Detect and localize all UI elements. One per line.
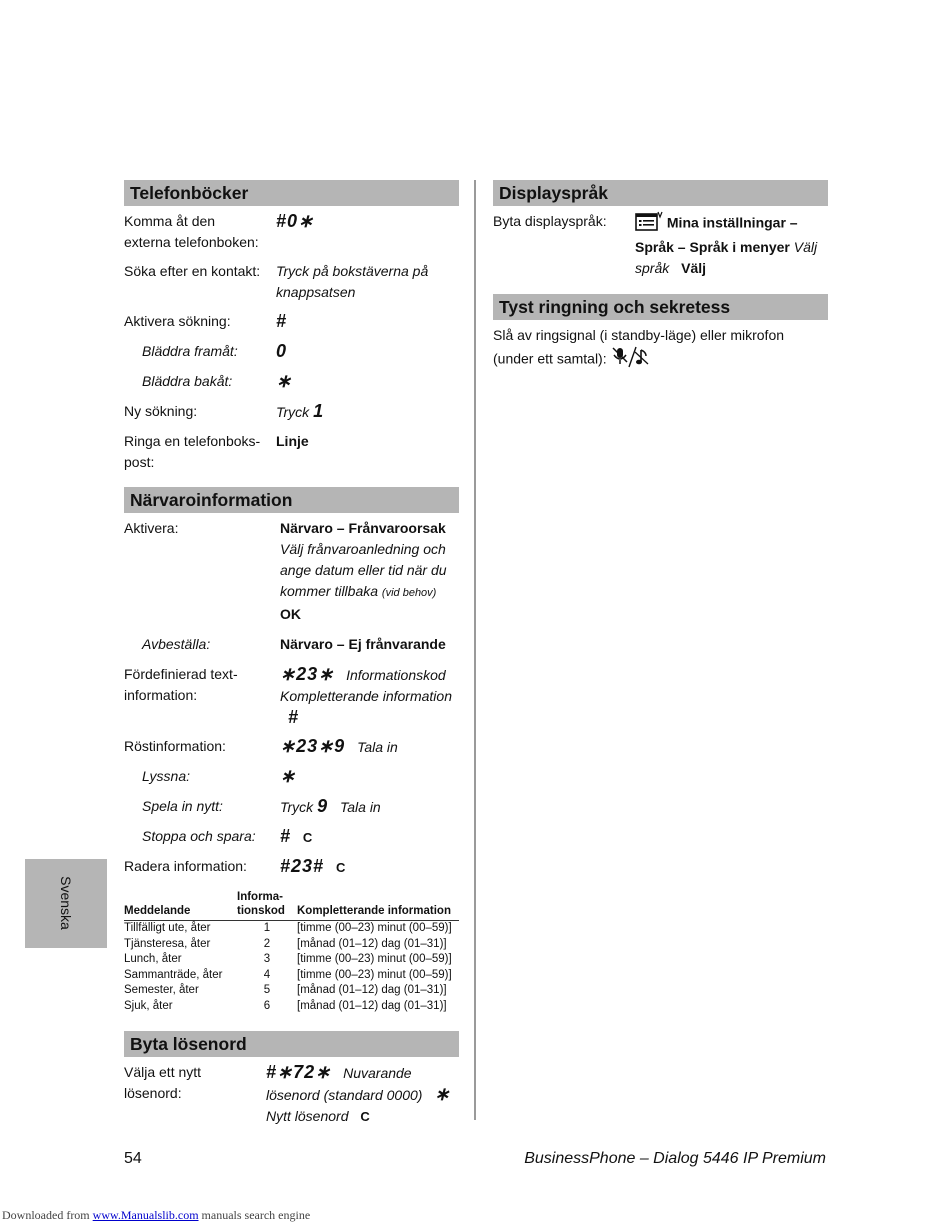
clear-key: C [302, 830, 313, 845]
table-cell: 1 [263, 922, 271, 934]
page-number: 54 [124, 1150, 142, 1167]
row-label: Aktivera: [124, 520, 179, 536]
instruction-text: Kompletterande information [280, 688, 452, 704]
menu-path: Mina inställningar – [666, 214, 798, 231]
clear-key: C [335, 860, 346, 875]
key-sequence: 0 [276, 341, 288, 361]
row-text: Tryck [276, 404, 310, 420]
table-row [124, 968, 459, 984]
table-cell: Sammanträde, åter [124, 968, 223, 981]
table-cell: [månad (01–12) dag (01–31)] [297, 999, 447, 1012]
row-label: Välja ett nytt lösenord: [124, 1064, 202, 1101]
table-cell: 2 [263, 937, 271, 950]
table-cell: Semester, åter [124, 984, 199, 996]
key-sequence: ∗ [276, 371, 293, 391]
table-cell: 4 [263, 968, 271, 981]
download-prefix: Downloaded from [2, 1208, 90, 1222]
instruction-text: Slå av ringsignal (i standby-läge) eller mikrofon (under ett samtal): [493, 327, 785, 367]
row-lyssna [124, 766, 459, 796]
table-cell: Tillfälligt ute, åter [124, 922, 211, 934]
row-aktivera-sokning [124, 311, 459, 341]
row-extern-telefonbok [124, 211, 459, 261]
table-cell: Lunch, åter [124, 953, 182, 965]
row-fordefinierad [124, 664, 459, 736]
key-sequence: #0∗ [276, 211, 315, 231]
instruction-text: Tryck [280, 799, 314, 815]
settings-menu-icon [635, 211, 663, 237]
instruction-text: Informationskod [346, 667, 446, 683]
download-suffix: manuals search engine [201, 1208, 311, 1222]
instruction-text: språk [635, 260, 670, 276]
table-header-row [124, 890, 459, 921]
table-row [124, 952, 459, 968]
row-label: Radera information: [124, 858, 247, 874]
row-avbestalla [124, 634, 459, 664]
row-stoppa [124, 826, 459, 856]
language-side-tab [25, 859, 107, 948]
row-value: Tryck på bokstäverna på knappsatsen [276, 263, 429, 300]
row-ny-sokning [124, 401, 459, 431]
key-sequence: # [288, 707, 300, 727]
key-sequence: ∗23∗9 [280, 736, 346, 756]
instruction-text: Välj [793, 239, 818, 255]
row-label: Spela in nytt: [142, 798, 223, 814]
ok-key: OK [280, 606, 301, 622]
key-sequence: 9 [317, 796, 329, 816]
key-sequence: 1 [313, 401, 325, 421]
row-label: Bläddra framåt: [142, 343, 238, 359]
key-sequence: ∗23∗ [280, 664, 335, 684]
row-aktivera [124, 518, 459, 634]
table-row [124, 921, 459, 937]
key-sequence: #∗72∗ [266, 1062, 332, 1082]
row-bladdra-bakat [124, 371, 459, 401]
row-value [280, 796, 381, 818]
select-key: Välj [681, 260, 707, 276]
row-value [280, 664, 458, 729]
row-label: Ny sökning: [124, 403, 198, 419]
row-label: Byta displayspråk: [493, 213, 607, 229]
row-radera [124, 856, 459, 886]
row-label: Röstinformation: [124, 738, 226, 754]
row-rostinformation [124, 736, 459, 766]
row-value [280, 736, 398, 758]
key-sequence: ∗ [280, 766, 297, 786]
footer-title: BusinessPhone – Dialog 5446 IP Premium [524, 1150, 826, 1167]
section-heading-tyst: Tyst ringning och sekretess [493, 294, 828, 320]
row-label: Aktivera sökning: [124, 313, 231, 329]
row-label: Lyssna: [142, 768, 190, 784]
row-label: Söka efter en kontakt: [124, 263, 261, 279]
table-cell: Tjänsteresa, åter [124, 937, 211, 950]
table-cell: 5 [263, 984, 271, 996]
table-cell: [timme (00–23) minut (00–59)] [297, 953, 452, 965]
row-label: Fördefinierad text-information: [124, 666, 238, 703]
row-value [280, 856, 345, 878]
table-cell: [timme (00–23) minut (00–59)] [297, 968, 452, 981]
download-link[interactable]: www.Manualslib.com [92, 1208, 199, 1222]
row-byta-displaysprak [493, 211, 828, 294]
section-heading-losenord: Byta lösenord [124, 1031, 459, 1057]
section-heading-narvaro: Närvaroinformation [124, 487, 459, 513]
row-nytt-losenord [124, 1062, 459, 1128]
instruction-text: Välj frånvaroanledning och ange datum eller tid när du kommer tillbaka [280, 541, 447, 599]
row-label: Avbeställa: [142, 636, 211, 652]
row-value [280, 518, 458, 625]
row-value [280, 826, 312, 848]
row-tyst [493, 325, 828, 374]
table-cell: 3 [263, 953, 271, 965]
row-label: Komma åt den externa telefonboken: [124, 213, 259, 250]
section-heading-telefonbocker: Telefonböcker [124, 180, 459, 206]
row-ringa-post [124, 431, 459, 485]
column-divider [474, 180, 476, 1120]
left-column [124, 180, 459, 886]
table-cell: 6 [263, 999, 271, 1012]
menu-path: Närvaro – Ej frånvarande [280, 636, 446, 652]
key-sequence: # [276, 311, 288, 331]
instruction-note: (vid behov) [381, 587, 437, 599]
table-cell: [månad (01–12) dag (01–31)] [297, 937, 447, 950]
table-row [124, 937, 459, 953]
row-label: Bläddra bakåt: [142, 373, 233, 389]
right-column [493, 180, 828, 374]
section-losenord [124, 1031, 459, 1128]
table-row [124, 983, 459, 999]
table-cell: Sjuk, åter [124, 999, 173, 1012]
table-cell: [månad (01–12) dag (01–31)] [297, 984, 447, 996]
side-tab-label: Svenska [58, 876, 74, 930]
message-table [124, 890, 459, 1014]
table-cell: [timme (00–23) minut (00–59)] [297, 922, 452, 934]
row-label: Ringa en telefonboks-post: [124, 433, 261, 470]
table-header: Meddelande [124, 890, 237, 921]
menu-path: Språk – Språk i menyer [635, 239, 790, 255]
row-value: Linje [276, 433, 309, 449]
menu-path: Närvaro – Frånvaroorsak [280, 520, 446, 536]
instruction-text: Nytt lösenord [266, 1108, 349, 1124]
row-label: Stoppa och spara: [142, 828, 256, 844]
table-header: Kompletterande information [297, 890, 459, 921]
row-value [276, 401, 324, 423]
row-spela-in [124, 796, 459, 826]
mute-icon [611, 346, 651, 374]
section-heading-displaysprak: Displayspråk [493, 180, 828, 206]
key-sequence: # [280, 826, 292, 846]
clear-key: C [360, 1109, 370, 1124]
key-sequence: #23# [280, 856, 325, 876]
instruction-text: Tala in [357, 739, 398, 755]
table-row [124, 999, 459, 1015]
instruction-text: Tala in [339, 799, 381, 815]
row-bladdra-framat [124, 341, 459, 371]
download-note [2, 1208, 310, 1223]
row-soka-kontakt [124, 261, 459, 311]
row-value [635, 211, 828, 279]
instruction-text: Nuvarande lösenord (standard 0000) [266, 1065, 423, 1103]
table-header: Informa-tionskod [237, 890, 297, 921]
row-value [266, 1062, 459, 1127]
key-sequence: ∗ [434, 1084, 451, 1104]
